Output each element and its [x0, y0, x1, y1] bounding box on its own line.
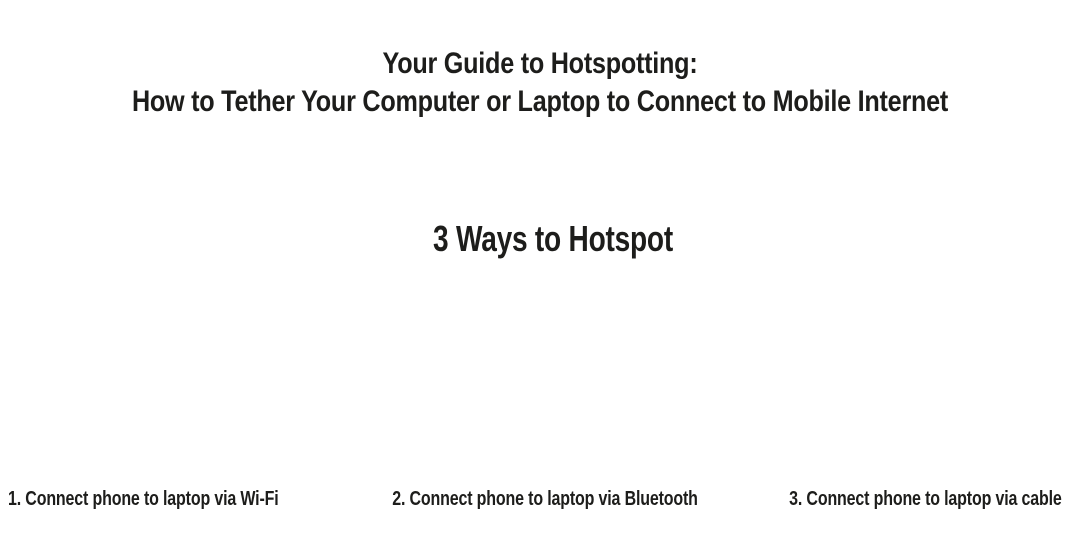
step-caption-cable: 3. Connect phone to laptop via cable [789, 488, 1062, 510]
step-caption-wifi: 1. Connect phone to laptop via Wi-Fi [8, 488, 279, 510]
page-title-line-1: Your Guide to Hotspotting: [382, 47, 698, 80]
page-title [86, 45, 993, 121]
illustration-area-blank [0, 270, 1080, 480]
section-heading: 3 Ways to Hotspot [433, 218, 673, 259]
step-caption-bluetooth: 2. Connect phone to laptop via Bluetooth [392, 488, 698, 510]
page-title-line-2: How to Tether Your Computer or Laptop to Connect to Mobile Internet [131, 85, 949, 118]
